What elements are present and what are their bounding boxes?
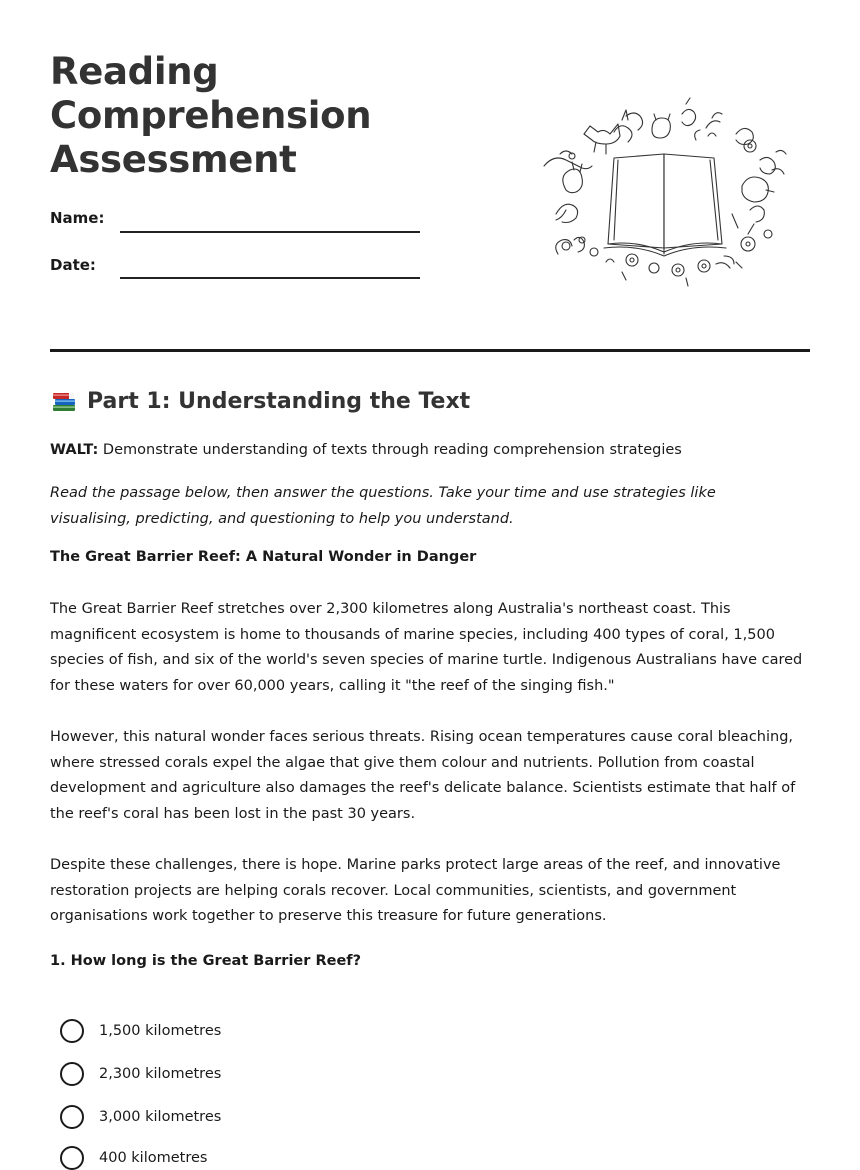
walt-label: WALT: bbox=[50, 442, 99, 458]
section-divider bbox=[50, 349, 810, 352]
answer-option[interactable] bbox=[60, 1146, 207, 1170]
passage-paragraph: However, this natural wonder faces serious threats. Rising ocean temperatures cause coral bleaching, where stressed corals expel the algae that give them colour and nutrients. Pollution from coastal development and agriculture also damages the reef's delicate balance. Scientists estimate that half of the reef's coral has been lost in the past 30 years. bbox=[50, 729, 796, 823]
answer-option[interactable] bbox=[60, 1019, 221, 1043]
section-heading-text: Part 1: Understanding the Text bbox=[87, 388, 471, 414]
radio-button[interactable] bbox=[60, 1105, 84, 1129]
title-line: Assessment bbox=[50, 138, 297, 181]
answer-option[interactable] bbox=[60, 1105, 221, 1129]
name-field[interactable] bbox=[120, 231, 420, 233]
section-heading bbox=[50, 387, 470, 415]
passage-title: The Great Barrier Reef: A Natural Wonder in Danger bbox=[50, 549, 477, 565]
radio-button[interactable] bbox=[60, 1019, 84, 1043]
walt-text: Demonstrate understanding of texts through reading comprehension strategies bbox=[98, 442, 682, 458]
radio-button[interactable] bbox=[60, 1146, 84, 1170]
date-label: Date: bbox=[50, 256, 96, 274]
open-book-illustration bbox=[536, 94, 792, 288]
title-line: Comprehension bbox=[50, 94, 372, 137]
name-label: Name: bbox=[50, 209, 105, 227]
passage-paragraph: Despite these challenges, there is hope. Marine parks protect large areas of the reef, and innovative restoration projects are helping corals recover. Local communities, scientists, and government organisations work together to preserve this treasure for future generations. bbox=[50, 857, 781, 925]
date-field[interactable] bbox=[120, 277, 420, 279]
page-title bbox=[50, 50, 371, 182]
answer-option-label: 400 kilometres bbox=[99, 1150, 208, 1166]
answer-option-label: 2,300 kilometres bbox=[99, 1066, 222, 1082]
question-1: 1. How long is the Great Barrier Reef? bbox=[50, 953, 361, 969]
walt-statement bbox=[50, 440, 810, 460]
radio-button[interactable] bbox=[60, 1062, 84, 1086]
passage-paragraph: The Great Barrier Reef stretches over 2,300 kilometres along Australia's northeast coast. This magnificent ecosystem is home to thousands of marine species, including 400 types of coral, 1,500 species of fish, and six of the world's seven species of marine turtle. Indigenous Australians have cared for these waters for over 60,000 years, calling it "the reef of the singing fish." bbox=[50, 601, 803, 695]
answer-option-label: 3,000 kilometres bbox=[99, 1109, 222, 1125]
title-line: Reading bbox=[50, 50, 219, 93]
answer-option-label: 1,500 kilometres bbox=[99, 1023, 222, 1039]
books-icon bbox=[50, 387, 78, 415]
instructions: Read the passage below, then answer the questions. Take your time and use strategies like visualising, predicting, and questioning to help you understand. bbox=[50, 485, 716, 527]
answer-option[interactable] bbox=[60, 1062, 221, 1086]
